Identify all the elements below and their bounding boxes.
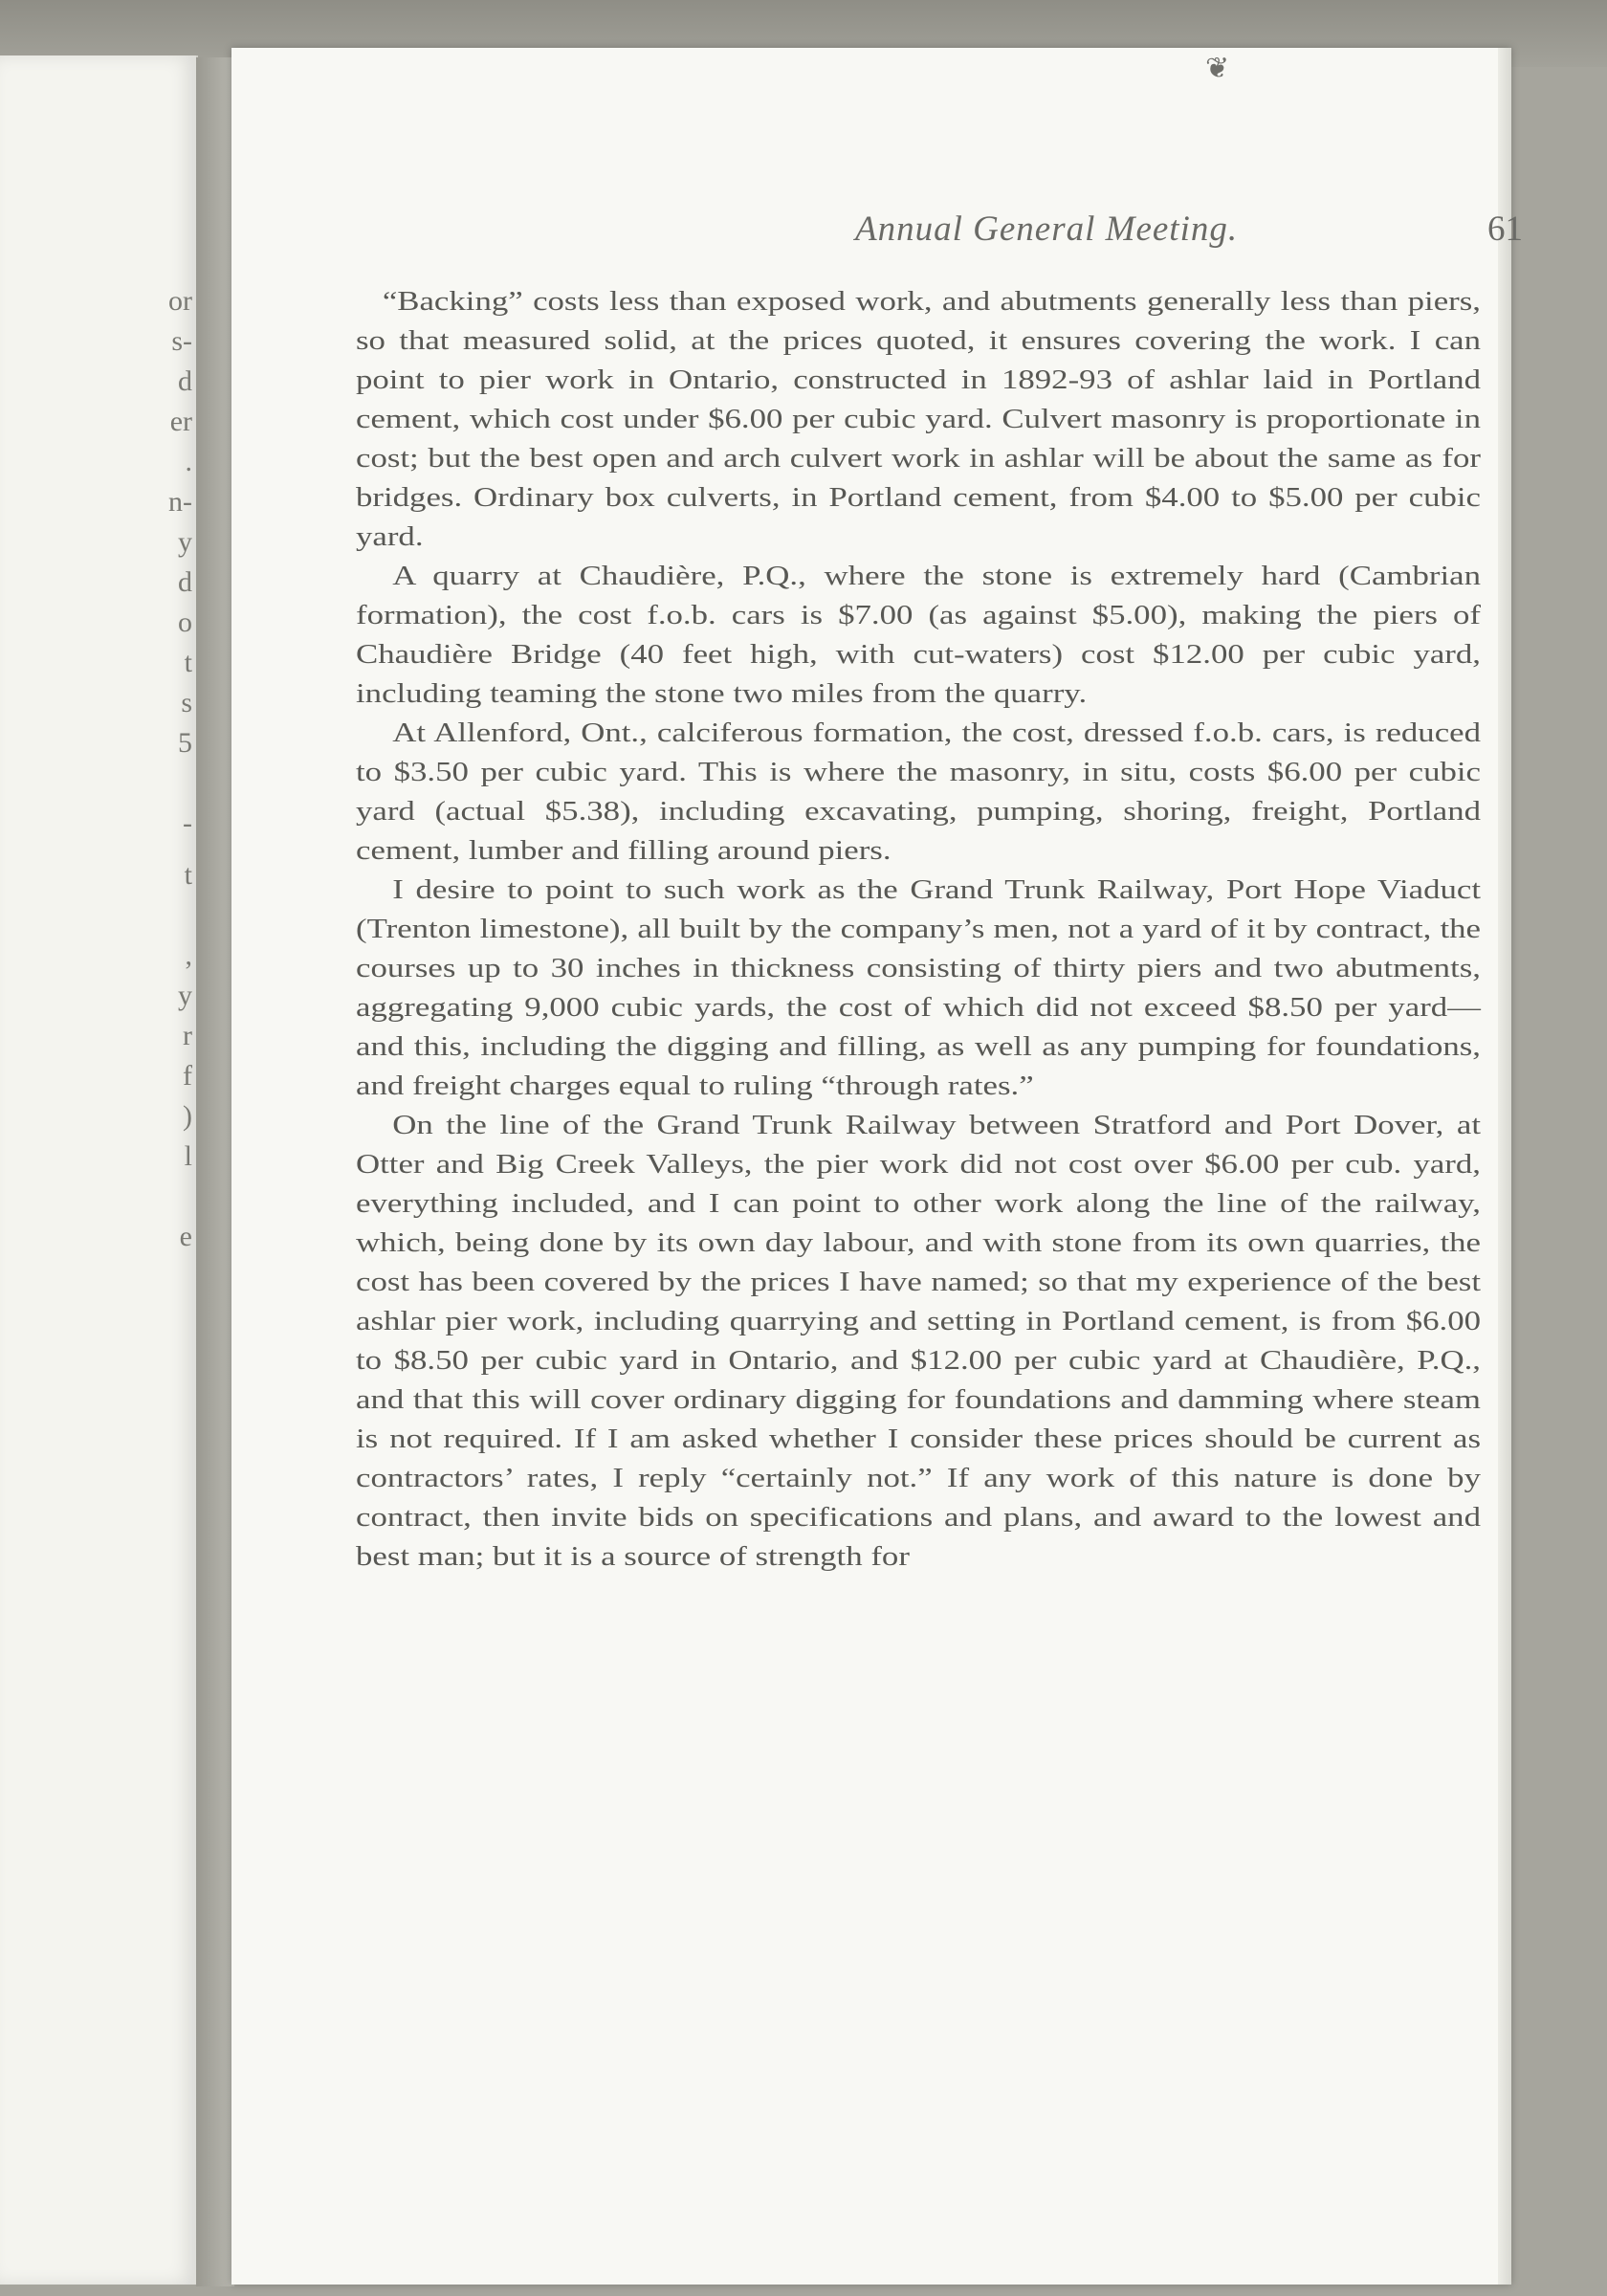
paragraph: On the line of the Grand Trunk Railway between Stratford and Port Dover, at Otter and Big Creek Valleys, the pier work did not cost over $6.00 per cub. yard, everything included, and I can point to other work along the line of the railway, which, being done by its own day labour, and with stone from its own quarries, the cost has been covered by the prices I have named; so that my experience of the best ashlar pier work, including quarrying and setting in Portland cement, is from $6.00 to $8.50 per cubic yard in Ontario, and $12.00 per cubic yard at Chaudière, P.Q., and that this will cover ordinary digging for foundations and damming where steam is not required. If I am asked whether I consider these prices should be current as contractors’ rates, I reply “certainly not.” If any work of this nature is done by contract, then invite bids on specifications and plans, and award to the lowest and best man; but it is a source of strength for — [356, 1110, 1481, 1572]
margin-fragment: t — [184, 859, 192, 891]
margin-fragment: e — [179, 1221, 192, 1252]
paragraph: “Backing” costs less than exposed work, and abutments generally less than piers, so that measured solid, at the prices quoted, it ensures covering the work. I can point to pier work in Ontario, constructed in 1892-93 of ashlar laid in Portland cement, which cost under $6.00 per cubic yard. Culvert masonry is proportionate in cost; but the best open and arch culvert work in ashlar will be about the same as for bridges. Ordinary box culverts, in Portland cement, from $4.00 to $5.00 per cubic yard. — [356, 286, 1482, 552]
margin-fragment: l — [184, 1140, 192, 1172]
book-page — [231, 48, 1523, 2285]
margin-fragment: d — [178, 365, 192, 397]
page-header — [356, 209, 1523, 266]
margin-fragment: , — [185, 939, 192, 971]
margin-fragment: ) — [183, 1100, 192, 1132]
margin-fragment: o — [178, 607, 192, 638]
body-text — [356, 282, 1481, 1577]
margin-fragment: er — [169, 406, 192, 437]
margin-fragment: f — [183, 1060, 192, 1092]
margin-fragment: n- — [168, 486, 192, 518]
paragraph: A quarry at Chaudière, P.Q., where the stone is extremely hard (Cambrian formation), the cost f.o.b. cars is $7.00 (as against $5.00), making the piers of Chaudière Bridge (40 feet high, with cut-waters) cost $12.00 per cubic yard, including teaming the stone two miles from the quarry. — [356, 561, 1481, 709]
margin-fragment: y — [178, 526, 192, 558]
page-edge — [1498, 48, 1511, 2285]
margin-fragment: - — [183, 807, 192, 839]
paragraph: At Allenford, Ont., calciferous formation, the cost, dressed f.o.b. cars, is reduced to $3.50 per cubic yard. This is where the masonry, in situ, costs $6.00 per cubic yard (actual $5.38), including excavating, pumping, shoring, freight, Portland cement, lumber and filling around piers. — [356, 718, 1481, 866]
page-number: 61 — [1487, 210, 1523, 249]
margin-fragment: y — [178, 980, 192, 1011]
margin-fragment: s- — [171, 325, 192, 357]
ink-smudge-icon: ❦ — [1205, 52, 1230, 85]
margin-fragment: r — [183, 1020, 192, 1051]
paragraph: I desire to point to such work as the Grand Trunk Railway, Port Hope Viaduct (Trenton limestone), all built by the company’s men, not a yard of it by contract, the courses up to 30 inches in thickness consisting of thirty piers and two abutments, aggregating 9,000 cubic yards, the cost of which did not exceed $8.50 per yard—and this, including the digging and filling, as well as any pumping for foundations, and freight charges equal to ruling “through rates.” — [356, 874, 1481, 1101]
margin-fragment: 5 — [178, 727, 192, 759]
margin-fragment: d — [178, 566, 192, 598]
margin-fragment: t — [184, 647, 192, 678]
margin-fragment: . — [185, 446, 192, 477]
margin-fragment: or — [168, 285, 192, 317]
margin-fragment: s — [181, 687, 192, 718]
page-gutter — [196, 57, 234, 2286]
running-head: Annual General Meeting. — [855, 210, 1239, 249]
left-facing-page — [0, 55, 198, 2285]
